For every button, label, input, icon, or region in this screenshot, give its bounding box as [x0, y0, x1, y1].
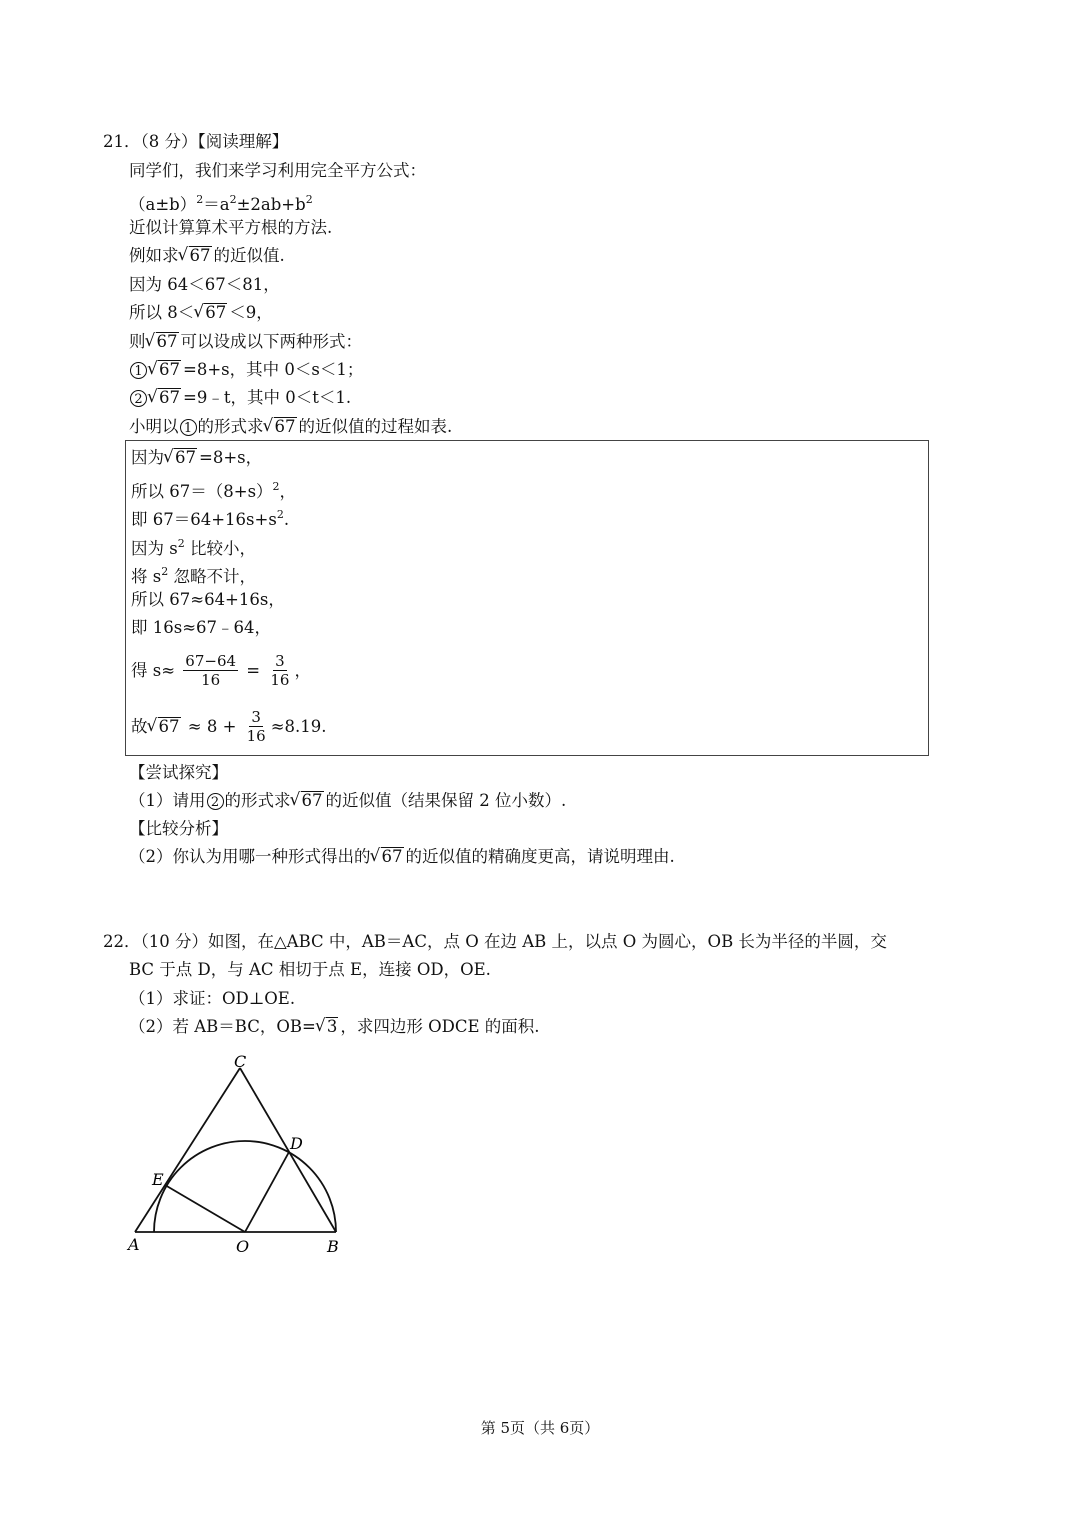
box-line-7: 即 16s≈67﹣64， [131, 618, 272, 637]
q21-because: 因为 64＜67＜81， [129, 275, 280, 294]
sqrt-67: √ 67 [148, 387, 181, 409]
fraction: $\frac{3}{16}$ [246, 708, 266, 745]
label-E: E [152, 1170, 164, 1189]
segment-OD [245, 1152, 289, 1232]
label-A: A [128, 1235, 140, 1254]
box-line-4: 因为 $s^2$ 比较小， [131, 537, 256, 558]
q21-method: 近似计算算术平方根的方法. [129, 218, 333, 237]
sqrt-67: √ 67 [146, 331, 179, 353]
label-B: B [327, 1237, 339, 1256]
q21-formula: $(a\pm b)^2=a^2\pm 2ab+b^2$ [129, 193, 313, 214]
fraction: $\frac{3}{16}$ [270, 652, 290, 689]
circled-number-1: 1 [130, 362, 147, 379]
label-C: C [234, 1052, 247, 1071]
q22-line-1: 22．（10 分）如图，在△ABC 中，AB＝AC，点 O 在边 AB 上，以点 O 为圆心，OB 长为半径的半圆，交 [103, 932, 887, 951]
q21-part2: （2）你认为用哪一种形式得出的√ 67 的近似值的精确度更高，请说明理由. [129, 846, 675, 868]
q22-part2: （2）若 AB＝BC，OB=√ 3 ，求四边形 ODCE 的面积. [129, 1016, 540, 1038]
sqrt-67: √ 67 [194, 302, 227, 324]
q21-header: 21．（8 分）【阅读理解】 [103, 132, 289, 151]
q22-part1: （1）求证：OD⊥OE. [129, 989, 296, 1008]
q21-form1: 1√ 67 =8+s，其中 0＜s＜1； [129, 359, 363, 381]
fraction: $\frac{67-64}{16}$ [185, 652, 237, 689]
box-line-1: 因为√ 67 =8+s， [131, 447, 262, 469]
sqrt-3: √ 3 [316, 1016, 339, 1038]
box-line-8: 得 s≈ $\frac{67-64}{16}$ = $\frac{3}{16}$ ， [131, 652, 311, 689]
q21-then: 则√ 67 可以设成以下两种形式： [129, 331, 362, 353]
sqrt-67: √ 67 [264, 416, 297, 438]
box-line-6: 所以 67≈64+16s， [131, 590, 285, 609]
label-D: D [290, 1134, 303, 1153]
sqrt-67: √ 67 [291, 790, 324, 812]
circled-number-2: 2 [130, 390, 147, 407]
page-footer: 第 5页（共 6页） [480, 1419, 600, 1437]
q21-example: 例如求√ 67 的近似值. [129, 245, 285, 267]
sqrt-67: √ 67 [164, 447, 197, 469]
q21-intro: 同学们，我们来学习利用完全平方公式： [129, 161, 426, 180]
try-title: 【尝试探究】 [129, 763, 228, 782]
label-O: O [236, 1237, 250, 1256]
compare-title: 【比较分析】 [129, 819, 228, 838]
segment-OE [165, 1185, 245, 1232]
q21-part1: （1）请用 2 的形式求√ 67 的近似值（结果保留 2 位小数）. [129, 790, 566, 812]
sqrt-67: √ 67 [148, 359, 181, 381]
segment-BC [240, 1068, 336, 1232]
circled-number-2: 2 [207, 793, 224, 810]
box-line-3: 即 $67=64+16s+s^2$. [131, 508, 290, 529]
box-line-2: 所以 $67=(8+s)^2$， [131, 480, 297, 501]
box-line-5: 将 $s^2$ 忽略不计， [131, 565, 256, 586]
sqrt-67: √ 67 [179, 245, 212, 267]
sqrt-67: √ 67 [371, 846, 404, 868]
q21-xiaoming: 小明以 1 的形式求√ 67 的近似值的过程如表. [129, 416, 452, 438]
sqrt-67: √ 67 [148, 707, 181, 747]
box-line-9: 故√ 67 ≈ 8 + $\frac{3}{16}$ ≈8.19. [131, 706, 327, 747]
q21-so: 所以 8＜√ 67 ＜9， [129, 302, 273, 324]
circled-number-1: 1 [180, 419, 197, 436]
q21-form2: 2√ 67 =9﹣t，其中 0＜t＜1. [129, 387, 351, 409]
segment-AC [135, 1068, 240, 1232]
q22-line-2: BC 于点 D，与 AC 相切于点 E，连接 OD，OE. [129, 960, 491, 979]
geometry-figure [120, 1048, 360, 1263]
